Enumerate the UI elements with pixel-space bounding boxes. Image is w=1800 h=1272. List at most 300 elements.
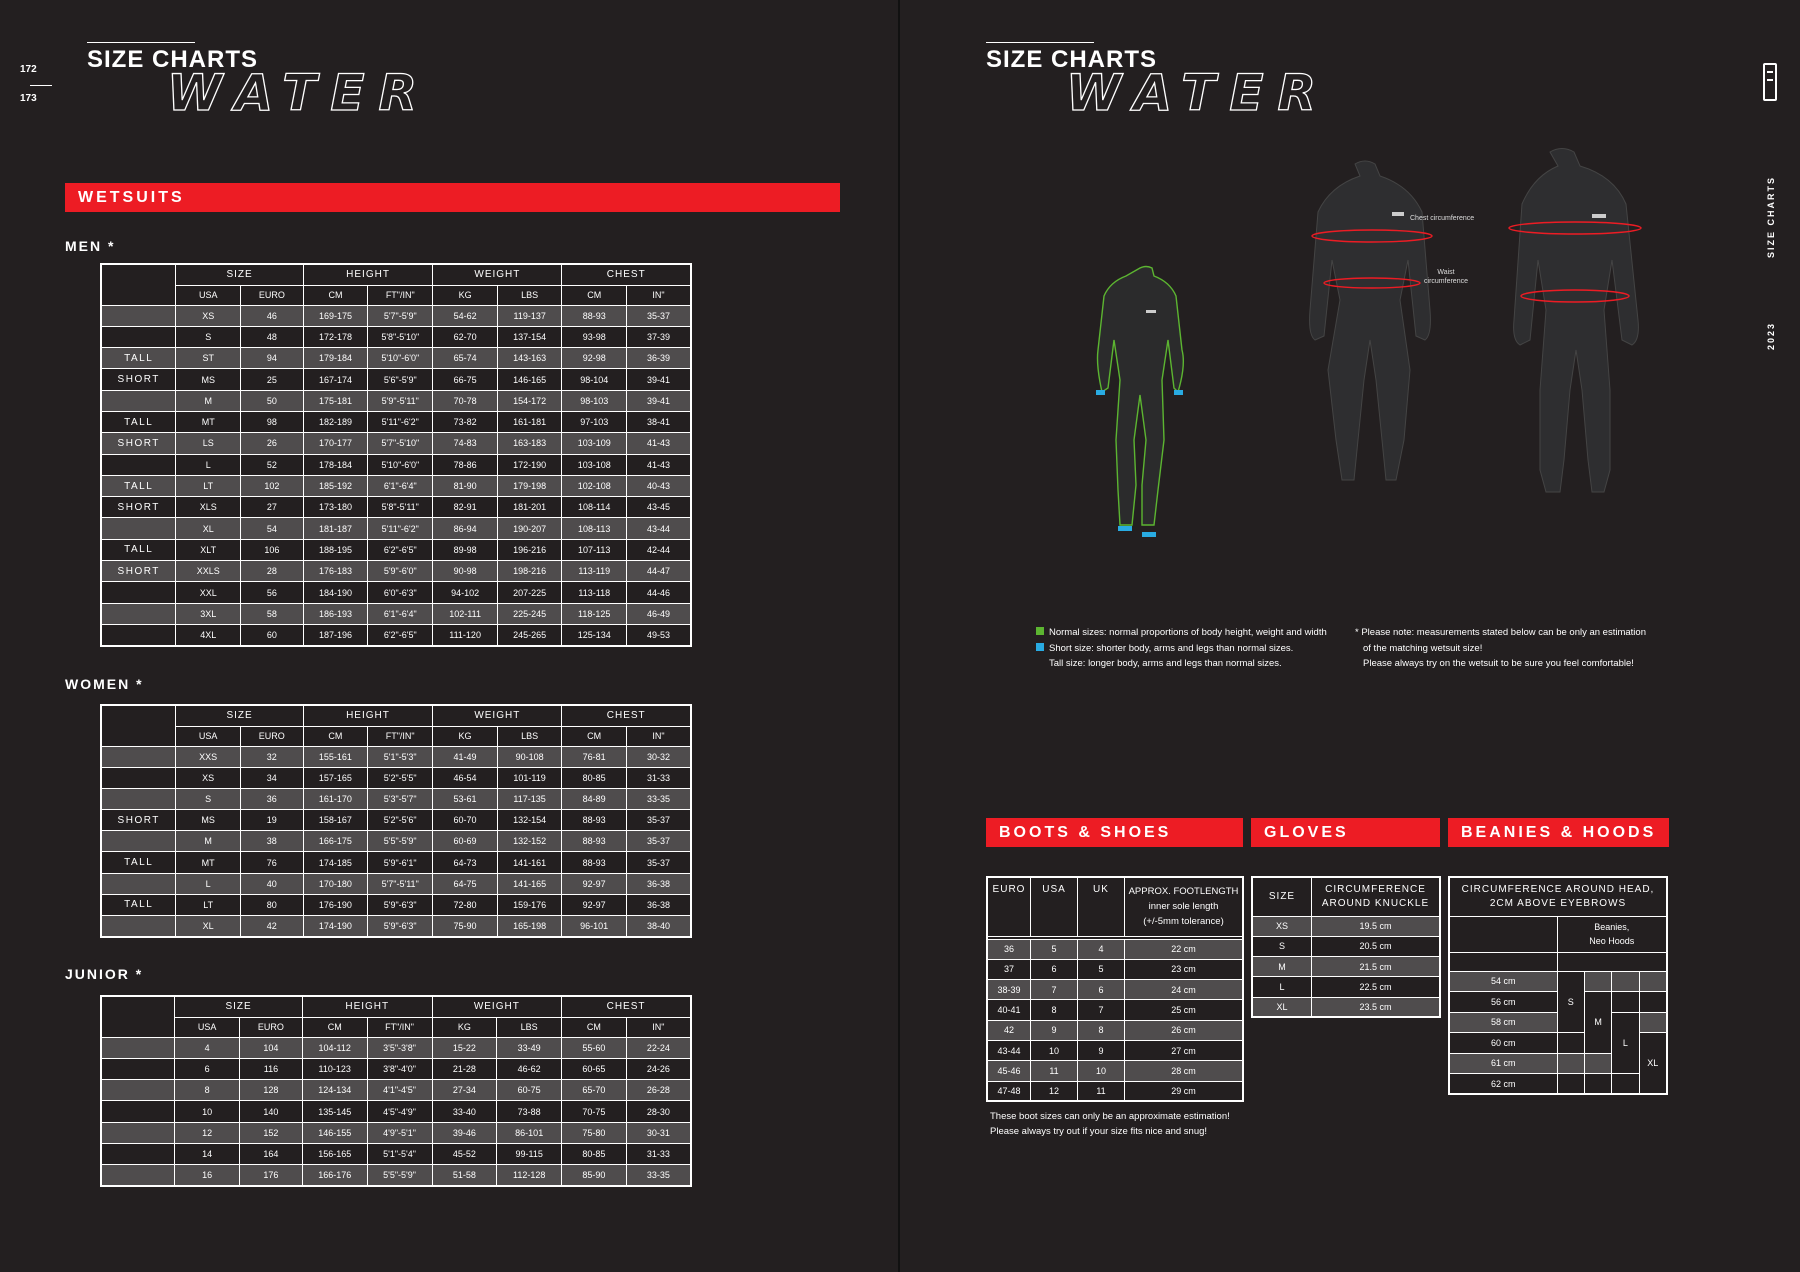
table-cell: 174-185 xyxy=(303,852,367,873)
fit-label xyxy=(101,916,176,937)
side-label: SIZE CHARTS xyxy=(1766,175,1776,258)
table-cell: 166-175 xyxy=(303,831,367,852)
wetsuit-illustration xyxy=(1070,140,1670,570)
fit-label: SHORT xyxy=(101,369,176,390)
table-cell: 107-113 xyxy=(562,539,627,560)
table-cell: 163-183 xyxy=(497,433,562,454)
table-row xyxy=(101,810,691,831)
table-cell: 22-24 xyxy=(626,1037,691,1058)
table-row xyxy=(101,539,691,560)
table-cell: 141-161 xyxy=(497,852,562,873)
table-cell: 161-181 xyxy=(497,411,562,432)
table-cell: 47-48 xyxy=(987,1081,1031,1101)
table-cell: 56 xyxy=(241,582,304,603)
table-cell: 19.5 cm xyxy=(1312,916,1441,936)
table-cell: 54-62 xyxy=(433,305,498,326)
table-cell: 5'5"-5'9" xyxy=(367,1165,432,1186)
table-cell: 5 xyxy=(1031,939,1078,959)
gloves-header-size: SIZE xyxy=(1252,877,1312,916)
men-header-weight: WEIGHT xyxy=(433,264,562,285)
men-subheader-cell: EURO xyxy=(241,285,304,305)
gloves-header-circumference xyxy=(1312,877,1441,916)
fit-label: TALL xyxy=(101,348,176,369)
table-cell: 55-60 xyxy=(562,1037,627,1058)
table-cell: XLS xyxy=(176,497,241,518)
table-cell: 161-170 xyxy=(303,788,367,809)
empty-cell xyxy=(1639,971,1667,992)
table-cell: 30-31 xyxy=(626,1122,691,1143)
beanies-header-line-1: CIRCUMFERENCE AROUND HEAD, xyxy=(1461,883,1655,895)
table-cell: 31-33 xyxy=(626,767,691,788)
wetsuits-banner: WETSUITS xyxy=(65,183,840,212)
table-row xyxy=(987,959,1243,979)
table-cell: 101-119 xyxy=(497,767,562,788)
table-cell: L xyxy=(176,873,240,894)
table-cell: 5'10"-6'0" xyxy=(368,454,433,475)
table-cell: 104 xyxy=(239,1037,302,1058)
fit-label xyxy=(101,831,176,852)
table-cell: 50 xyxy=(241,390,304,411)
table-cell: 75-80 xyxy=(562,1122,627,1143)
table-cell: 27 cm xyxy=(1125,1040,1244,1060)
table-cell: 146-155 xyxy=(302,1122,367,1143)
table-cell: 26 xyxy=(241,433,304,454)
table-cell: 23 cm xyxy=(1125,959,1244,979)
table-row xyxy=(101,1165,691,1186)
male-suit xyxy=(1509,149,1641,493)
table-cell: 6'2"-6'5" xyxy=(368,624,433,645)
table-cell: 90-108 xyxy=(497,746,562,767)
women-subheader-cell: CM xyxy=(562,726,627,746)
table-cell: 135-145 xyxy=(302,1101,367,1122)
table-cell: 225-245 xyxy=(497,603,562,624)
table-cell: 15-22 xyxy=(432,1037,497,1058)
table-row xyxy=(101,1058,691,1079)
fit-label xyxy=(101,305,176,326)
table-cell: 73-88 xyxy=(497,1101,562,1122)
table-cell: 7 xyxy=(1031,980,1078,1000)
fit-label: TALL xyxy=(101,852,176,873)
table-cell: 41-43 xyxy=(627,454,691,475)
table-cell: 117-135 xyxy=(497,788,562,809)
table-cell: 5'2"-5'5" xyxy=(368,767,433,788)
table-cell: 8 xyxy=(1078,1020,1125,1040)
fit-label: TALL xyxy=(101,411,176,432)
women-corner-cell xyxy=(101,705,176,746)
table-row xyxy=(101,831,691,852)
table-cell: 185-192 xyxy=(303,475,367,496)
boots-banner: BOOTS & SHOES xyxy=(986,818,1243,847)
fit-label xyxy=(101,1058,175,1079)
table-cell: 31-33 xyxy=(626,1143,691,1164)
table-cell: 29 cm xyxy=(1125,1081,1244,1101)
table-cell: 245-265 xyxy=(497,624,562,645)
women-size-table xyxy=(100,704,692,938)
table-cell: 65-70 xyxy=(562,1080,627,1101)
footlength-tolerance: (+/-5mm tolerance) xyxy=(1143,916,1224,927)
fit-label xyxy=(101,767,176,788)
table-cell: 70-78 xyxy=(433,390,498,411)
table-cell: 174-190 xyxy=(303,916,367,937)
table-cell: 6 xyxy=(1031,959,1078,979)
table-row xyxy=(1252,977,1440,997)
table-cell: 10 xyxy=(1031,1040,1078,1060)
table-cell: 4 xyxy=(1078,939,1125,959)
table-row xyxy=(101,916,691,937)
table-cell: 20.5 cm xyxy=(1312,936,1441,956)
table-cell: 5'2"-5'6" xyxy=(368,810,433,831)
table-row xyxy=(101,411,691,432)
legend-short: Short size: shorter body, arms and legs than normal sizes. xyxy=(1049,642,1294,654)
size-legend xyxy=(1036,625,1327,672)
empty-cell xyxy=(1584,1074,1611,1095)
table-cell: 6'1"-6'4" xyxy=(368,603,433,624)
women-header-chest: CHEST xyxy=(562,705,691,726)
table-row xyxy=(101,561,691,582)
table-cell: 5'7"-5'10" xyxy=(368,433,433,454)
men-subheader-cell: IN" xyxy=(627,285,691,305)
table-cell: 166-176 xyxy=(302,1165,367,1186)
fit-label: SHORT xyxy=(101,810,176,831)
table-cell: 165-198 xyxy=(497,916,562,937)
table-cell: XLT xyxy=(176,539,241,560)
women-subheader-cell: KG xyxy=(433,726,498,746)
table-cell: 74-83 xyxy=(433,433,498,454)
table-cell: 37-39 xyxy=(627,326,691,347)
table-cell: 93-98 xyxy=(562,326,627,347)
table-row xyxy=(101,582,691,603)
table-cell: 176-183 xyxy=(303,561,367,582)
table-row xyxy=(101,305,691,326)
table-cell: 73-82 xyxy=(433,411,498,432)
table-cell: 43-44 xyxy=(987,1040,1031,1060)
table-cell: 5'9"-6'3" xyxy=(368,916,433,937)
table-cell: 14 xyxy=(175,1143,240,1164)
table-cell: 48 xyxy=(241,326,304,347)
table-row xyxy=(101,894,691,915)
table-cell: 81-90 xyxy=(433,475,498,496)
fit-label: TALL xyxy=(101,539,176,560)
men-corner-cell xyxy=(101,264,176,305)
table-row xyxy=(987,939,1243,959)
normal-size-swatch xyxy=(1036,627,1044,635)
beanies-product-line-1: Beanies, xyxy=(1594,922,1630,932)
table-cell: 86-101 xyxy=(497,1122,562,1143)
table-cell: 43-44 xyxy=(627,518,691,539)
table-cell: 92-97 xyxy=(562,894,627,915)
fit-label: SHORT xyxy=(101,497,176,518)
normal-size-suit xyxy=(1096,267,1183,538)
table-cell: 113-118 xyxy=(562,582,627,603)
table-cell: 60-75 xyxy=(497,1080,562,1101)
table-cell: 25 xyxy=(241,369,304,390)
page-title: SIZE CHARTS xyxy=(87,46,259,73)
beanie-size-cell: S xyxy=(1557,971,1584,1033)
table-cell: 5'5"-5'9" xyxy=(368,831,433,852)
fit-label xyxy=(101,1122,175,1143)
table-cell: 58 xyxy=(241,603,304,624)
beanies-product-header xyxy=(1557,916,1667,952)
table-cell: 181-201 xyxy=(497,497,562,518)
table-cell: 173-180 xyxy=(303,497,367,518)
table-cell: 3XL xyxy=(176,603,241,624)
table-cell: 30-32 xyxy=(626,746,691,767)
table-cell: 181-187 xyxy=(303,518,367,539)
table-cell: 88-93 xyxy=(562,852,627,873)
table-cell: MS xyxy=(176,810,240,831)
table-cell: 5'9"-6'0" xyxy=(368,561,433,582)
table-cell: 5'1"-5'3" xyxy=(368,746,433,767)
table-cell: 80 xyxy=(240,894,303,915)
women-subheader-cell: CM xyxy=(303,726,367,746)
table-cell: 90-98 xyxy=(433,561,498,582)
table-cell: 60-65 xyxy=(562,1058,627,1079)
boots-note-line-1: These boot sizes can only be an approximate estimation! xyxy=(990,1111,1230,1122)
table-row xyxy=(101,475,691,496)
fit-label: TALL xyxy=(101,475,176,496)
table-cell: 80-85 xyxy=(562,1143,627,1164)
table-cell: 172-178 xyxy=(303,326,367,347)
table-row xyxy=(101,369,691,390)
table-cell: 119-137 xyxy=(497,305,562,326)
table-row xyxy=(101,454,691,475)
junior-subheader-cell: EURO xyxy=(239,1017,302,1037)
table-cell: 42 xyxy=(240,916,303,937)
table-cell: XL xyxy=(1252,997,1312,1017)
waist-circumference-label: Waist circumference xyxy=(1424,269,1468,285)
table-cell: M xyxy=(176,390,241,411)
table-cell: 36 xyxy=(240,788,303,809)
table-row xyxy=(101,1143,691,1164)
table-cell: 124-134 xyxy=(302,1080,367,1101)
table-cell: 25 cm xyxy=(1125,1000,1244,1020)
note-line-1: * Please note: measurements stated below can be only an estimation xyxy=(1355,627,1646,638)
table-cell: 41-43 xyxy=(627,433,691,454)
women-group-header-row xyxy=(101,705,691,726)
table-cell: 182-189 xyxy=(303,411,367,432)
table-cell: ST xyxy=(176,348,241,369)
table-cell: 152 xyxy=(239,1122,302,1143)
table-cell: 66-75 xyxy=(433,369,498,390)
empty-cell xyxy=(1612,992,1639,1013)
women-subheader-cell: USA xyxy=(176,726,240,746)
fit-label: SHORT xyxy=(101,433,176,454)
table-cell: 44-47 xyxy=(627,561,691,582)
table-cell: 5'10"-6'0" xyxy=(368,348,433,369)
empty-cell xyxy=(1557,1074,1584,1095)
table-cell: S xyxy=(176,788,240,809)
table-cell: 45-46 xyxy=(987,1061,1031,1081)
table-row xyxy=(101,603,691,624)
table-cell: 5'9"-6'1" xyxy=(368,852,433,873)
table-cell: XS xyxy=(176,305,241,326)
table-cell: 5'8"-5'11" xyxy=(368,497,433,518)
legend-normal: Normal sizes: normal proportions of body height, weight and width xyxy=(1049,627,1327,638)
table-cell: 102-108 xyxy=(562,475,627,496)
table-cell: 86-94 xyxy=(433,518,498,539)
table-cell: 49-53 xyxy=(627,624,691,645)
junior-header-height: HEIGHT xyxy=(302,996,432,1017)
table-cell: XS xyxy=(1252,916,1312,936)
table-cell: 36 xyxy=(987,939,1031,959)
empty-cell xyxy=(1612,1074,1639,1095)
table-cell: 22.5 cm xyxy=(1312,977,1441,997)
table-row xyxy=(987,1040,1243,1060)
table-cell: 170-180 xyxy=(303,873,367,894)
brand-logo-icon xyxy=(1763,63,1777,101)
page-number-right: 173 xyxy=(20,93,37,104)
table-cell: 34 xyxy=(240,767,303,788)
table-cell: 35-37 xyxy=(626,810,691,831)
table-cell: 104-112 xyxy=(302,1037,367,1058)
table-cell: 8 xyxy=(1031,1000,1078,1020)
women-subheader-cell: IN" xyxy=(626,726,691,746)
table-cell: 116 xyxy=(239,1058,302,1079)
table-cell: 108-113 xyxy=(562,518,627,539)
table-row xyxy=(987,1061,1243,1081)
table-cell: 108-114 xyxy=(562,497,627,518)
table-cell: 146-165 xyxy=(497,369,562,390)
table-cell: M xyxy=(1252,957,1312,977)
table-cell: 54 cm xyxy=(1449,971,1557,992)
women-header-height: HEIGHT xyxy=(303,705,433,726)
table-cell: 60 xyxy=(241,624,304,645)
men-subheader-cell: CM xyxy=(562,285,627,305)
table-cell: 76-81 xyxy=(562,746,627,767)
table-cell: 190-207 xyxy=(497,518,562,539)
men-group-header-row xyxy=(101,264,691,285)
table-cell: 41-49 xyxy=(433,746,498,767)
table-cell: 164 xyxy=(239,1143,302,1164)
table-cell: 46-49 xyxy=(627,603,691,624)
table-cell: 5'3"-5'7" xyxy=(368,788,433,809)
table-cell: 38-40 xyxy=(626,916,691,937)
header-rule xyxy=(87,42,195,43)
table-cell: 39-41 xyxy=(627,369,691,390)
table-cell: 196-216 xyxy=(497,539,562,560)
header-rule-right xyxy=(986,42,1094,43)
table-cell: 36-38 xyxy=(626,873,691,894)
legend-tall: Tall size: longer body, arms and legs than normal sizes. xyxy=(1049,658,1282,669)
table-cell: 33-49 xyxy=(497,1037,562,1058)
table-cell: 84-89 xyxy=(562,788,627,809)
table-cell: 3'5"-3'8" xyxy=(367,1037,432,1058)
table-cell: 110-123 xyxy=(302,1058,367,1079)
table-cell: 92-97 xyxy=(562,873,627,894)
table-cell: L xyxy=(176,454,241,475)
note-line-3: Please always try on the wetsuit to be sure you feel comfortable! xyxy=(1363,658,1634,669)
table-cell: 4'9"-5'1" xyxy=(367,1122,432,1143)
empty-cell xyxy=(1612,971,1639,992)
table-cell: L xyxy=(1252,977,1312,997)
table-row xyxy=(101,1080,691,1101)
table-cell: 54 xyxy=(241,518,304,539)
table-cell: MT xyxy=(176,852,240,873)
junior-subheader-cell: FT"/IN" xyxy=(367,1017,432,1037)
table-row xyxy=(1449,1074,1667,1095)
table-row xyxy=(101,433,691,454)
table-cell: 5'11"-6'2" xyxy=(368,518,433,539)
table-cell: 88-93 xyxy=(562,810,627,831)
fit-label xyxy=(101,1101,175,1122)
boots-header-uk: UK xyxy=(1078,877,1125,936)
gloves-size-table xyxy=(1251,876,1441,1018)
table-cell: 61 cm xyxy=(1449,1053,1557,1074)
beanies-header xyxy=(1449,877,1667,916)
table-cell: 8 xyxy=(175,1080,240,1101)
table-cell: 6 xyxy=(175,1058,240,1079)
table-row xyxy=(101,326,691,347)
table-cell: 85-90 xyxy=(562,1165,627,1186)
table-cell: 172-190 xyxy=(497,454,562,475)
table-cell: 5'1"-5'4" xyxy=(367,1143,432,1164)
table-cell: 19 xyxy=(240,810,303,831)
table-row xyxy=(101,1101,691,1122)
table-cell: 5'7"-5'9" xyxy=(368,305,433,326)
table-cell: 9 xyxy=(1078,1040,1125,1060)
table-cell: 5'9"-6'3" xyxy=(368,894,433,915)
table-cell: 24 cm xyxy=(1125,980,1244,1000)
table-cell: 98-104 xyxy=(562,369,627,390)
table-cell: 33-40 xyxy=(432,1101,497,1122)
table-cell: S xyxy=(176,326,241,347)
fit-label xyxy=(101,873,176,894)
table-cell: 42 xyxy=(987,1020,1031,1040)
table-cell: 99-115 xyxy=(497,1143,562,1164)
men-header-size: SIZE xyxy=(176,264,303,285)
women-header-weight: WEIGHT xyxy=(433,705,562,726)
junior-subheader-row xyxy=(101,1017,691,1037)
table-cell: 3'8"-4'0" xyxy=(367,1058,432,1079)
table-cell: 42-44 xyxy=(627,539,691,560)
gloves-banner: GLOVES xyxy=(1251,818,1440,847)
table-cell: M xyxy=(176,831,240,852)
footlength-title: APPROX. FOOTLENGTH xyxy=(1128,886,1239,897)
women-subheader-cell: EURO xyxy=(240,726,303,746)
table-cell: 94 xyxy=(241,348,304,369)
table-cell: 38-39 xyxy=(987,980,1031,1000)
junior-size-table xyxy=(100,995,692,1187)
table-cell: 60-69 xyxy=(433,831,498,852)
table-cell: 159-176 xyxy=(497,894,562,915)
table-cell: 141-165 xyxy=(497,873,562,894)
boots-note xyxy=(990,1109,1230,1139)
left-page xyxy=(0,0,898,1272)
table-row xyxy=(101,348,691,369)
table-cell: LT xyxy=(176,894,240,915)
table-cell: 46 xyxy=(241,305,304,326)
table-row xyxy=(1252,957,1440,977)
men-header-height: HEIGHT xyxy=(303,264,433,285)
table-cell: 4'5"-4'9" xyxy=(367,1101,432,1122)
fit-label xyxy=(101,518,176,539)
women-subheader-cell: FT"/IN" xyxy=(368,726,433,746)
beanie-size-cell: M xyxy=(1584,992,1611,1054)
page-title-right: SIZE CHARTS xyxy=(986,46,1158,73)
measurement-note xyxy=(1355,625,1646,672)
fit-label: TALL xyxy=(101,894,176,915)
empty-cell xyxy=(1584,971,1611,992)
table-cell: 137-154 xyxy=(497,326,562,347)
table-cell: 4XL xyxy=(176,624,241,645)
table-cell: 113-119 xyxy=(562,561,627,582)
table-cell: 45-52 xyxy=(432,1143,497,1164)
table-cell: 170-177 xyxy=(303,433,367,454)
table-cell: 27-34 xyxy=(432,1080,497,1101)
junior-corner-cell xyxy=(101,996,175,1037)
table-cell: 111-120 xyxy=(433,624,498,645)
table-cell: 11 xyxy=(1078,1081,1125,1101)
